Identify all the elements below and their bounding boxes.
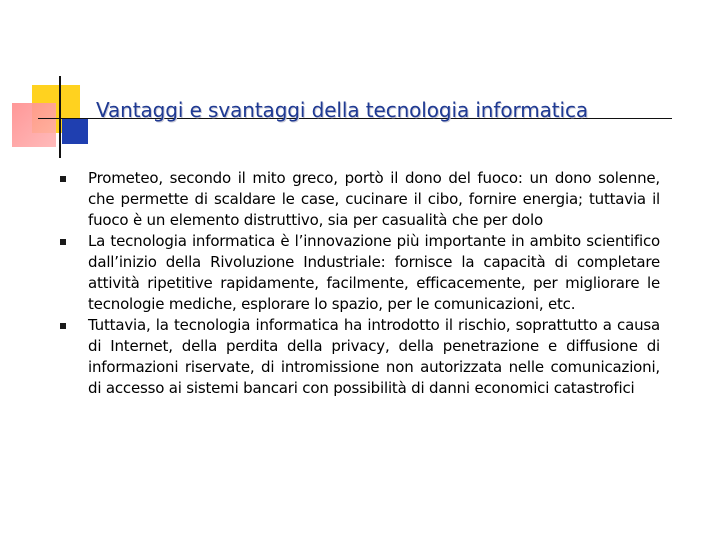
slide-logo-decoration [0,0,130,170]
logo-vertical-line [59,76,61,158]
bullet-item [60,315,660,399]
bullet-square-icon [60,323,66,329]
bullet-text: Tuttavia, la tecnologia informatica ha introdotto il rischio, soprattutto a causa di Internet, della perdita della privacy, della penetrazione e diffusione di informazioni riservate, di intromissione non autorizzata nelle comunicazioni, di accesso ai sistemi bancari con possibilità di danni economici catastrofici [88,316,660,397]
bullet-square-icon [60,176,66,182]
bullet-item [60,168,660,231]
bullet-item [60,231,660,315]
slide-title: Vantaggi e svantaggi della tecnologia informatica [96,98,589,122]
bullet-list [60,168,660,399]
logo-blue-square [62,118,88,144]
bullet-text: La tecnologia informatica è l’innovazione più importante in ambito scientifico dall’inizio della Rivoluzione Industriale: fornisce la capacità di completare attività ripetitive rapidamente, facilmente, efficacemente, per migliorare le tecnologie mediche, esplorare lo spazio, per le comunicazioni, etc. [88,232,660,313]
bullet-text: Prometeo, secondo il mito greco, portò il dono del fuoco: un dono solenne, che permette di scaldare le case, cucinare il cibo, fornire energia; tuttavia il fuoco è un elemento distruttivo, sia per casualità che per dolo [88,169,660,229]
bullet-square-icon [60,239,66,245]
logo-red-square [12,103,56,147]
